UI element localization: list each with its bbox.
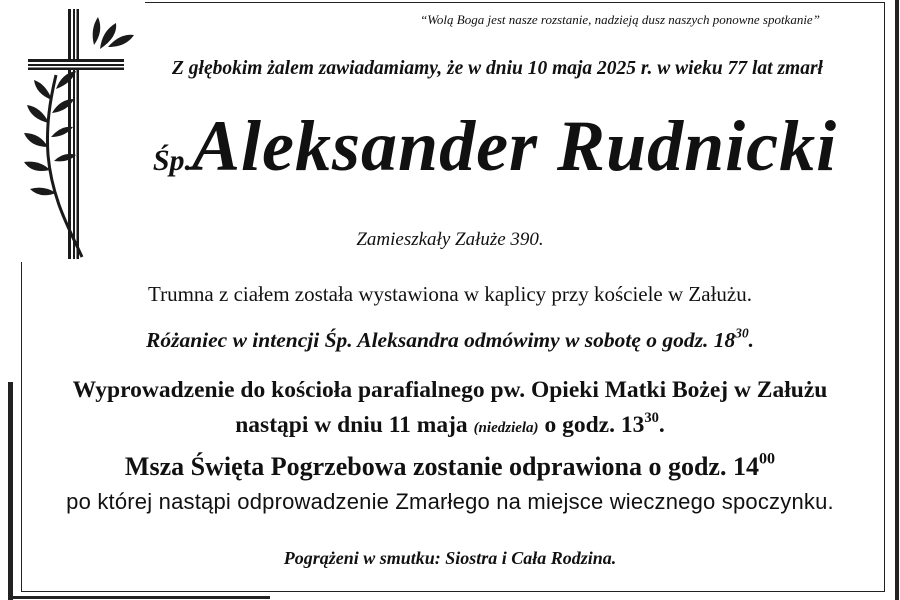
procession-line-2: [0, 409, 900, 439]
frame-bottom-line: [21, 591, 885, 592]
coffin-exposition-text: Trumna z ciałem została wystawiona w kaplicy przy kościele w Załużu.: [148, 282, 752, 306]
mass-time-minutes: 00: [758, 450, 776, 468]
rosary-main: Różaniec w intencji Śp. Aleksandra odmówimy w sobotę o godz. 18: [145, 328, 736, 352]
procession-time: o godz. 13: [538, 412, 645, 438]
funeral-mass-text: [0, 452, 900, 482]
mass-main: Msza Święta Pogrzebowa zostanie odprawiona o godz. 14: [124, 452, 759, 481]
address: Zamieszkały Załuże 390.: [356, 229, 544, 250]
burial-text: po której nastąpi odprowadzenie Zmarłego na miejsce wiecznego spoczynku.: [66, 489, 834, 514]
rosary-time-minutes: 30: [735, 325, 749, 341]
procession-suffix: .: [658, 412, 665, 438]
frame-top-line: [145, 2, 885, 3]
motto: “Wolą Boga jest nasze rozstanie, nadzieją dusz naszych ponowne spotkanie”: [420, 12, 820, 27]
death-announcement: Z głębokim żalem zawiadamiamy, że w dniu 10 maja 2025 r. w wieku 77 lat zmarł: [172, 58, 823, 79]
procession-line-1: Wyprowadzenie do kościoła parafialnego pw. Opieki Matki Bożej w Załużu: [72, 377, 828, 403]
deceased-name-row: [100, 105, 890, 188]
deceased-name: Aleksander Rudnicki: [192, 106, 838, 186]
deceased-prefix: Śp.: [152, 144, 193, 177]
procession-day-note: (niedziela): [473, 420, 539, 436]
mourners-text: Pogrążeni w smutku: Siostra i Cała Rodzina.: [283, 548, 617, 568]
rosary-suffix: .: [748, 328, 754, 352]
procession-date: nastąpi w dniu 11 maja: [235, 412, 474, 438]
rosary-text: [0, 325, 900, 353]
procession-time-minutes: 30: [644, 409, 659, 426]
frame-bottom-thick-line: [8, 596, 270, 599]
